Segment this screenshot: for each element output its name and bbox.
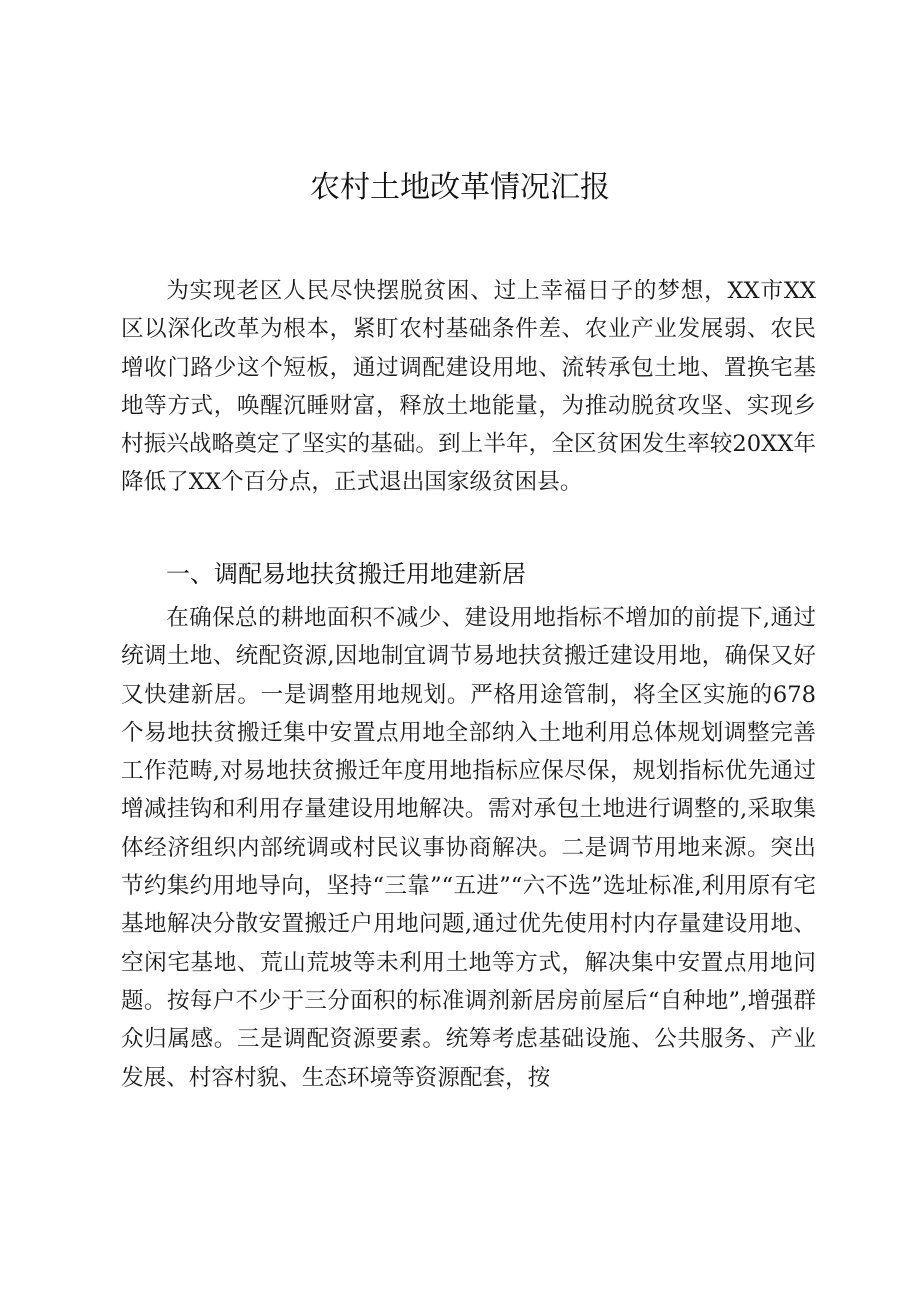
- section-paragraph: 在确保总的耕地面积不减少、建设用地指标不增加的前提下,通过统调土地、统配资源,因地制宜调节易地扶贫搬迁建设用地，确保又好又快建新居。一是调整用地规划。严格用途管制，将全区实施的678个易地扶贫搬迁集中安置点用地全部纳入土地利用总体规划调整完善工作范畴,对易地扶贫搬迁年度用地指标应保尽保，规划指标优先通过增减挂钩和利用存量建设用地解决。需对承包土地进行调整的,采取集体经济组织内部统调或村民议事协商解决。二是调节用地来源。突出节约集约用地导向，坚持“三靠”“五进”“六不选”选址标准,利用原有宅基地解决分散安置搬迁户用地问题,通过优先使用村内存量建设用地、空闲宅基地、荒山荒坡等未利用土地等方式，解决集中安置点用地问题。按每户不少于三分面积的标准调剂新居房前屋后“自种地”,增强群众归属感。三是调配资源要素。统筹考虑基础设施、公共服务、产业发展、村容村貌、生态环境等资源配套，按: [121, 605, 816, 1091]
- section-heading: 一、调配易地扶贫搬迁用地建新居: [166, 560, 526, 588]
- document-title: 农村土地改革情况汇报: [310, 170, 610, 205]
- intro-paragraph: 为实现老区人民尽快摆脱贫困、过上幸福日子的梦想，XX市XX区以深化改革为根本，紧盯农村基础条件差、农业产业发展弱、农民增收门路少这个短板，通过调配建设用地、流转承包土地、置换宅基地等方式，唤醒沉睡财富，释放土地能量，为推动脱贫攻坚、实现乡村振兴战略奠定了坚实的基础。到上半年，全区贫困发生率较20XX年降低了XX个百分点，正式退出国家级贫困县。: [121, 278, 816, 496]
